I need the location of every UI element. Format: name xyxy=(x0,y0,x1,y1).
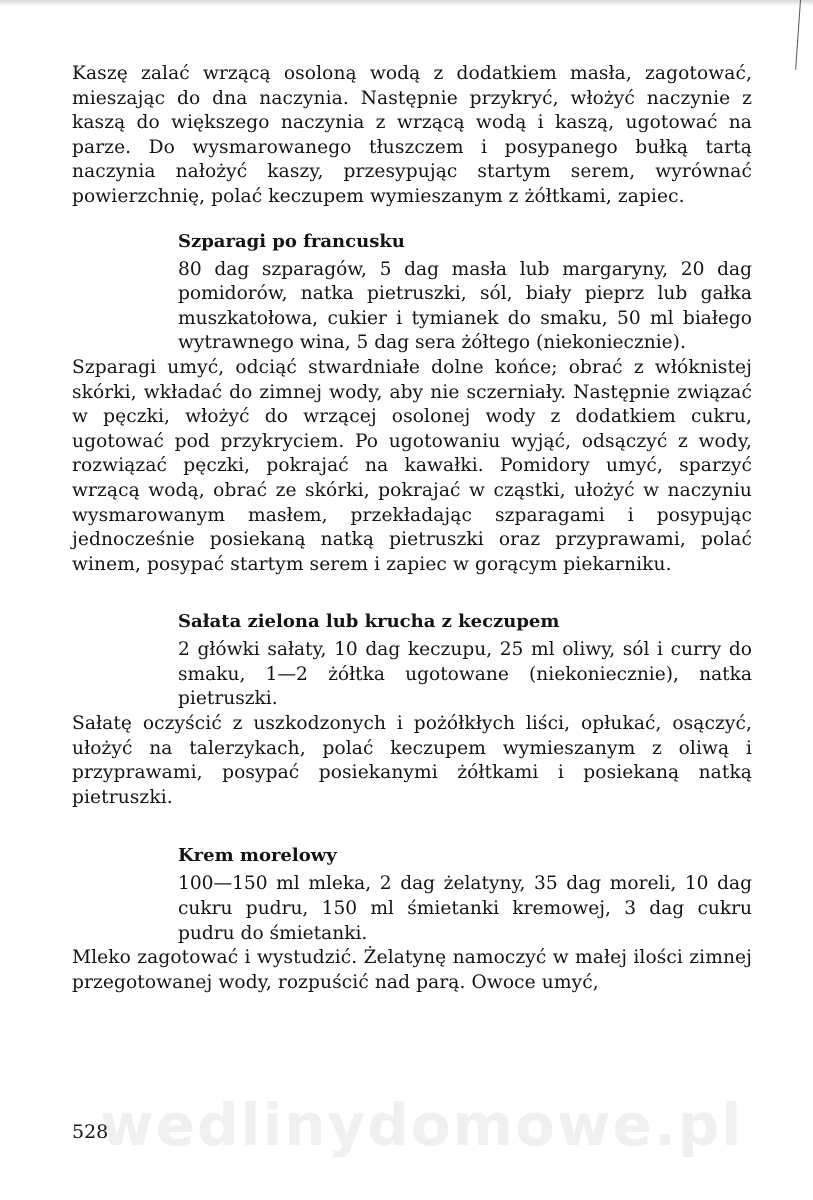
recipe-salata xyxy=(72,610,752,810)
recipe-title: Krem morelowy xyxy=(178,845,337,867)
recipe-instructions: Szparagi umyć, odciąć stwardniałe dolne końce; obrać z włóknistej skórki, wkładać do zimnej wody, aby nie sczerniały. Następnie związać w pęczki, włożyć do wrzącej osolonej wody z dodatkiem cukru, ugotować pod przykryciem. Po ugotowaniu wyjąć, odsączyć z wody, rozwiązać pęczki, pokrajać na kawałki. Pomidory umyć, sparzyć wrzącą wodą, obrać ze skórki, pokrajać w cząstki, ułożyć w naczyniu wysmarowanym masłem, przekładając szparagami i posypując jednocześnie posiekaną natką pietruszki oraz przyprawami, polać winem, posypać startym serem i zapiec w gorącym piekarniku. xyxy=(72,356,752,575)
scan-edge-shadow xyxy=(0,0,813,6)
book-page xyxy=(72,62,752,995)
recipe-instructions: Mleko zagotować i wystudzić. Żelatynę namoczyć w małej ilości zimnej przegotowanej wody, rozpuścić nad parą. Owoce umyć, xyxy=(72,947,752,993)
watermark: wedlinydomowe.pl xyxy=(100,1091,744,1159)
recipe-krem-morelowy xyxy=(72,844,752,995)
recipe-ingredients: 80 dag szparagów, 5 dag masła lub margaryny, 20 dag pomidorów, natka pietruszki, sól, biały pieprz lub gałka muszkatołowa, cukier i tymianek do smaku, 50 ml białego wytrawnego wina, 5 dag sera żółtego (niekoniecznie). xyxy=(178,258,752,354)
recipe-ingredients: 2 główki sałaty, 10 dag keczupu, 25 ml oliwy, sól i curry do smaku, 1—2 żółtka ugotowane (niekoniecznie), natka pietruszki. xyxy=(178,639,752,710)
page-number: 528 xyxy=(72,1121,109,1143)
recipe-title: Sałata zielona lub krucha z keczupem xyxy=(178,611,560,633)
recipe-title: Szparagi po francusku xyxy=(178,230,405,252)
recipe-instructions: Sałatę oczyścić z uszkodzonych i pożółkłych liści, opłukać, osączyć, ułożyć na talerzykach, polać keczupem wymieszanym z oliwą i przyprawami, posypać posiekanymi żółtkami i posiekaną natką pietruszki. xyxy=(72,713,752,808)
recipe-ingredients: 100—150 ml mleka, 2 dag żelatyny, 35 dag moreli, 10 dag cukru pudru, 150 ml śmietanki kremowej, 3 dag cukru pudru do śmietanki. xyxy=(178,873,752,944)
intro-paragraph: Kaszę zalać wrzącą osoloną wodą z dodatkiem masła, zagotować, mieszając do dna naczynia. Następnie przykryć, włożyć naczynie z kaszą do większego naczynia z wrzącą wodą i kaszą, ugotować na parze. Do wysmarowanego tłuszczem i posypanego bułką tartą naczynia nałożyć kaszy, przesypując startym serem, wyrównać powierzchnię, polać keczupem wymieszanym z żółtkami, zapiec. xyxy=(72,63,752,207)
recipe-szparagi xyxy=(72,230,752,578)
scan-edge-line xyxy=(795,0,801,70)
